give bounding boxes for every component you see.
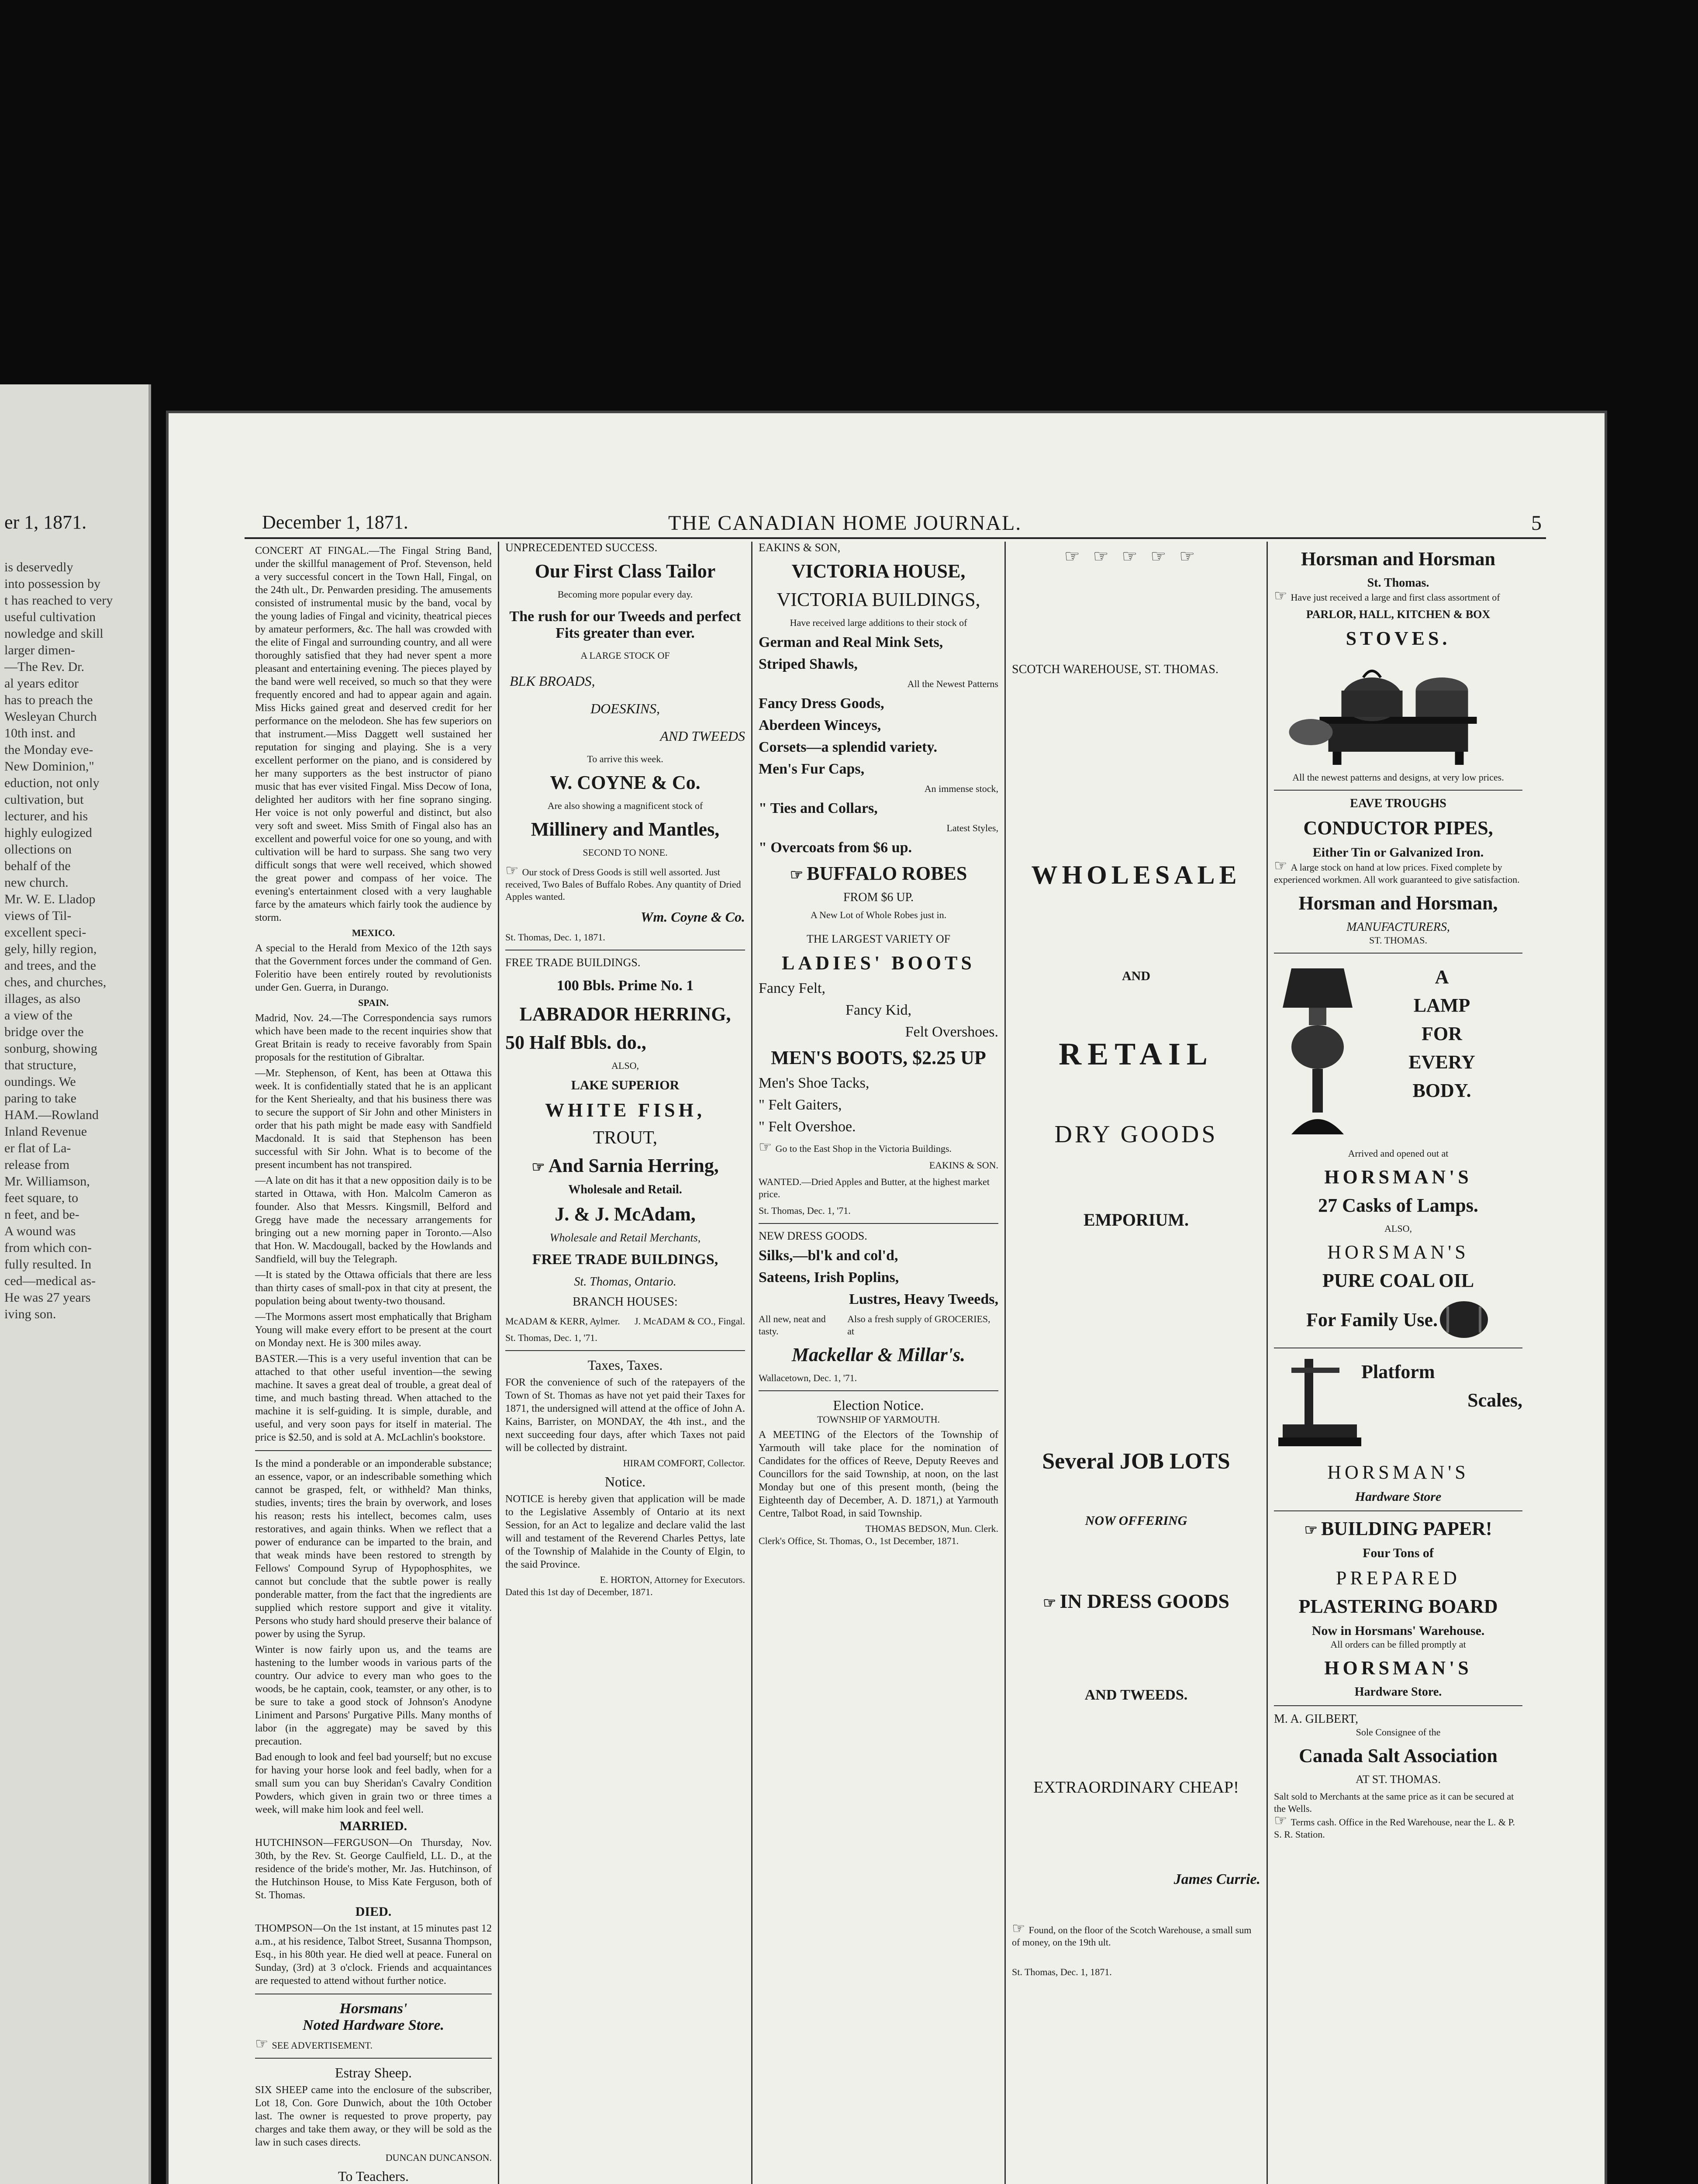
mcadam-heading: J. & J. McAdam, [555,1203,696,1225]
currie-date: St. Thomas, Dec. 1, 1871. [1012,1966,1112,1977]
pointing-hand-icon: ☞ [1274,858,1287,874]
tin-line: Either Tin or Galvanized Iron. [1312,845,1484,860]
horsmans-heading-4: HORSMAN'S [1324,1657,1472,1679]
tweeds-heading: AND TWEEDS. [1084,1687,1188,1703]
left-page-line: into possession by [4,577,101,591]
left-page-line: eduction, not only [4,776,100,790]
left-page-line: n feet, and be- [4,1207,79,1222]
scotch-warehouse-heading: SCOTCH WAREHOUSE, ST. THOMAS. [1012,663,1218,676]
lamp-illustration [1274,960,1361,1147]
doeskins-line: DOESKINS, [590,701,660,716]
silks-line: Silks,—bl'k and col'd, [759,1248,898,1264]
left-page-line: Mr. Williamson, [4,1174,90,1189]
parlor-line: PARLOR, HALL, KITCHEN & BOX [1306,608,1491,621]
pointing-hand-icon: ☞ [1150,546,1180,566]
additions-line: Have received large additions to their stock of [790,617,967,628]
horsmans-heading-2: HORSMAN'S [1327,1241,1469,1263]
branch-fingal: J. McADAM & CO., Fingal. [634,1316,745,1327]
left-page-line: lecturer, and his [4,809,88,823]
go-east-shop: Go to the East Shop in the Victoria Buildings. [775,1143,952,1154]
married-heading: MARRIED. [339,1819,407,1833]
pointing-hand-icon: ☞ [790,867,804,883]
married-notice: HUTCHINSON—FERGUSON—On Thursday, Nov. 30th, by the Rev. St. George Caulfield, LL. D., at the residence of the bride's mother, Mr. Jas. Hutchinson, of the Hutchinson House, to Miss Kate Ferguson, both of St. Thomas. [255,1837,492,1901]
left-page-line: fully resulted. In [4,1257,92,1272]
bbls-line: 100 Bbls. Prime No. 1 [556,978,694,994]
condition-powders-ad: Bad enough to look and feel bad yourself; but no excuse for having your horse look and feel badly, when for a small sum you can buy Sheridan's Cavalry Condition Powders, which given in grain two or three times a week, will make him look and feel well. [255,1752,492,1815]
coal-oil-heading: PURE COAL OIL [1322,1270,1474,1291]
horsman-subheading: St. Thomas. [1367,576,1429,590]
left-page-line: bridge over the [4,1025,84,1039]
baster-article: BASTER.—This is a very useful invention that can be attached to that other useful invention—the sewing machine. It saves a great deal of trouble, a great deal of time, and much basting thread. When attached to the machine it is self-guiding. It is simple, durable, and useful, and very soon pays for itself in material. The price is $2.50, and is sold at A. McLachlin's bookstore. [255,1353,492,1443]
left-page-line: t has reached to very [4,593,113,608]
salt-association-heading: Canada Salt Association [1299,1745,1498,1766]
latest-styles-line: Latest Styles, [946,822,998,833]
left-page-line: A wound was [4,1224,76,1238]
retail-heading: RETAIL [1059,1037,1214,1071]
spain-article: Madrid, Nov. 24.—The Correspondencia says rumors which have been made to the recent inquiries show that Great Britain is ready to receive favorably from Spain proposals for the restitution of Gibraltar. [255,1013,492,1063]
died-heading: DIED. [355,1904,392,1919]
mens-boots-heading: MEN'S BOOTS, $2.25 UP [771,1047,986,1068]
eakins-date: St. Thomas, Dec. 1, '71. [759,1205,851,1216]
casks-heading: 27 Casks of Lamps. [1318,1195,1478,1216]
page-number: 5 [1531,511,1542,535]
stove-illustration [1274,656,1522,769]
victoria-buildings-heading: VICTORIA BUILDINGS, [777,589,980,610]
left-page-line: useful cultivation [4,610,96,624]
new-dress-goods-heading: NEW DRESS GOODS. [759,1230,867,1242]
estray-signature: DUNCAN DUNCANSON. [385,2152,492,2163]
felt-gaiters: " Felt Gaiters, [759,1097,842,1113]
left-page-line: ced—medical as- [4,1274,96,1288]
stock-line: A LARGE STOCK OF [580,650,670,661]
left-page-line: He was 27 years [4,1290,91,1305]
taxes-notice: FOR the convenience of such of the ratepayers of the Town of St. Thomas as have not yet paid their Taxes for 1871, the undersigned will attend at the office of John A. Kains, Barrister, on MONDAY, the 4th inst., and the next succeeding four days, after which Taxes not paid will be collected by distraint. [505,1377,745,1454]
column-tailor-and-fish [498,542,751,2184]
eakins-heading: EAKINS & SON, [759,542,841,554]
ottawa-daily-article: —A late on dit has it that a new opposition daily is to be started in Ottawa, with Hon. Malcolm Cameron as founder. Also that Messrs. Kingsmill, Belford and Gregg have made the necessary arrangements for bringing out a new morning paper in Toronto.—Also that Hon. W. Macdougall, backed by the Howlands and Sandfield, will buy the Telegraph. [255,1175,492,1265]
left-page-line: from which con- [4,1241,92,1255]
assortment-line: Have just received a large and first class assortment of [1291,592,1500,603]
item-dress-goods: Fancy Dress Goods, [759,695,884,712]
sateens-line: Sateens, Irish Poplins, [759,1269,899,1286]
left-page-text [4,559,144,1323]
left-page-line: —The Rev. Dr. [4,660,85,674]
item-overcoats: " Overcoats from $6 up. [759,840,912,856]
divider [1274,790,1522,791]
trout-line: TROUT, [593,1128,658,1148]
pointing-hand-icon: ☞ [1179,546,1208,566]
fancy-felt: Fancy Felt, [759,980,825,996]
left-page-line: new church. [4,875,69,890]
left-page-line: excellent speci- [4,925,86,940]
platform-scale-illustration [1274,1355,1361,1455]
st-thomas-line: ST. THOMAS. [1369,935,1428,946]
pointing-hands-row [1012,546,1260,567]
item-winceys: Aberdeen Winceys, [759,717,881,733]
conductor-pipes-heading: CONDUCTOR PIPES, [1303,817,1493,839]
lake-superior-line: LAKE SUPERIOR [571,1078,680,1092]
becoming-line: Becoming more popular every day. [557,589,693,600]
fancy-kid: Fancy Kid, [845,1002,912,1018]
terms-line: Terms cash. Office in the Red Warehouse, near the L. & P. S. R. Station. [1274,1817,1515,1840]
divider [1274,1510,1522,1511]
gilbert-line: M. A. GILBERT, [1274,1712,1359,1726]
pointing-hand-icon: ☞ [1064,546,1093,566]
column-horsman [1267,542,1529,2184]
rush-line: The rush for our Tweeds and perfect Fits greater than ever. [509,608,741,641]
left-page-line: Wesleyan Church [4,709,97,724]
divider [1274,953,1522,954]
pointing-hand-icon: ☞ [1274,588,1287,604]
election-notice: A MEETING of the Electors of the Township of Yarmouth will take place for the nomination of Candidates for the offices of Reeve, Deputy Reeves and Councillors for the said Township, at noon, on the last Monday but one of this present month, (being the Eighteenth day of December, A. D. 1871,) at Yarmouth Centre, Talbot Road, in said Township. [759,1429,998,1519]
felt-overshoe: " Felt Overshoe. [759,1119,856,1135]
half-bbls-line: 50 Half Bbls. do., [505,1032,646,1053]
hardware-store-line: Hardware Store [1355,1489,1442,1504]
horsman-heading: Horsman and Horsman [1301,548,1495,570]
free-trade-heading: FREE TRADE BUILDINGS. [505,956,641,969]
groceries-line: Also a fresh supply of GROCERIES, at [847,1313,990,1337]
tweeds-line: AND TWEEDS [660,728,745,744]
left-page-line: the Monday eve- [4,743,93,757]
large-stock-line: A large stock on hand at low prices. Fixed complete by experienced workmen. All work guaranteed to give satisfaction. [1274,862,1520,885]
newspaper-title: THE CANADIAN HOME JOURNAL. [668,511,1022,535]
left-page-line: views of Til- [4,909,72,923]
orders-line: All orders can be filled promptly at [1330,1639,1466,1650]
coyne-heading: W. COYNE & Co. [550,772,701,793]
merchants-line: Wholesale and Retail Merchants, [549,1231,701,1244]
buffalo-robes-heading: BUFFALO ROBES [807,863,967,884]
dry-goods-heading: DRY GOODS [1054,1121,1218,1148]
mcadam-date: St. Thomas, Dec. 1, '71. [505,1332,597,1343]
lamp-word-for: FOR [1422,1023,1462,1044]
left-page-line: HAM.—Rowland [4,1108,99,1122]
left-page-line: is deservedly [4,560,73,574]
at-st-thomas-line: AT ST. THOMAS. [1355,1773,1441,1786]
building-paper-heading: BUILDING PAPER! [1321,1518,1492,1539]
left-page-line: al years editor [4,676,79,691]
column-victoria-house [751,542,1004,2184]
left-page-line: 10th inst. and [4,726,76,740]
mackellar-date: Wallacetown, Dec. 1, '71. [759,1372,857,1383]
estray-notice: SIX SHEEP came into the enclosure of the subscriber, Lot 18, Con. Gore Dunwich, about the 10th October last. The owner is requested to prove property, pay charges and take them away, or they will be sold as the law in such cases directs. [255,2084,492,2148]
lamp-word-every: EVERY [1408,1051,1475,1073]
wolf-robes-line: A New Lot of Whole Robes just in. [810,909,947,920]
branch-houses-heading: BRANCH HOUSES: [573,1295,678,1309]
left-page-line: feet square, to [4,1191,79,1205]
left-page-line: Mr. W. E. Lladop [4,892,96,906]
left-page-line: sonburg, showing [4,1041,97,1056]
newest-patterns-line: All the newest patterns and designs, at very low prices. [1292,772,1504,783]
left-page-line: ches, and churches, [4,975,107,989]
item-mink-sets: German and Real Mink Sets, [759,634,943,650]
shoe-tacks: Men's Shoe Tacks, [759,1075,870,1091]
lustres-line: Lustres, Heavy Tweeds, [849,1291,998,1307]
hypophosphites-ad: Is the mind a ponderable or an imponderable substance; an essence, vapor, or an indescribable something which cannot be grasped, felt, or withheld? Man thinks, studies, invents; tires the brain by overwork, and loses his reason; rests his intellect, becomes calm, uses restoratives, and again thinks. When we reflect that a power of endurance can be imparted to the brain, and that weak minds have been restored to strength by Fellows' Compound Syrup of Hypophosphites, we cannot but conclude that the subtle power is really ponderable matter, from the fact that the ingredients are supplied which restore support and give it vitality. Persons who study hard should preserve their balance of power by using the Syrup. [255,1458,492,1640]
left-page-line: paring to take [4,1091,76,1106]
divider [1274,1705,1522,1706]
item-corsets: Corsets—a splendid variety. [759,739,937,755]
millinery-heading: Millinery and Mantles, [531,819,720,840]
liniment-ad: Winter is now fairly upon us, and the teams are hastening to the lumber woods in various parts of the country. Our advice to every man who goes to the woods, be he captain, cook, teamster, or any other, is to be sure to take a good stock of Johnson's Anodyne Liniment and Parsons' Purgative Pills. Many months of labor (in the aggregate) may be saved by this precaution. [255,1644,492,1747]
concert-article: CONCERT AT FINGAL.—The Fingal String Band, under the skillful management of Prof. Stevenson, held a very successful concert in the Town Hall, Fingal, on the 24th ult., Dr. Penwarden presiding. The amusements consisted of instrumental music by the band, vocal by the young ladies of Fingal and vicinity, theatrical pieces by amateur performers, &c. The hall was crowded with the elite of Fingal and surrounding country, and all were thoroughly satisfied that they had never spent a more pleasant and entertaining evening. The pieces played by the band were well received, so much so that they were frequently encored and had to appear again and again. Miss Hicks gained great and deserved credit for her performance on the melodeon. She has few superiors on that instrument.—Miss Daggett well sustained her reputation for singing and playing. She is a very excellent performer on the piano, and is considered by her many supporters as the best instructor of piano music that has ever visited Fingal. Miss Decow of Iona, delighted her auditors with her fine soprano singing. Her voice is not only powerful and distinct, but also very soft and sweet. Miss Smith of Fingal also has an excellent and powerful voice for one so young, and with cultivation will be hard to surpass. She sang two very difficult songs that were well received, which showed the great power and compass of her voice. The evening's entertainment closed with a very laughable farce by the amateurs which fairly took the audience by storm. [255,545,492,923]
found-notice: Found, on the floor of the Scotch Warehouse, a small sum of money, on the 19th ult. [1012,1925,1252,1948]
pointing-hand-icon: ☞ [1304,1522,1318,1538]
st-thomas-ontario: St. Thomas, Ontario. [574,1275,676,1289]
left-page-line: a view of the [4,1008,72,1023]
left-page-line: er flat of La- [4,1141,71,1155]
pointing-hand-icon: ☞ [1042,1595,1056,1611]
salt-sold-line: Salt sold to Merchants at the same price as it can be secured at the Wells. [1274,1791,1514,1814]
notice-heading: Notice. [604,1474,646,1489]
left-page-line: that structure, [4,1058,76,1072]
coyne-signature: Wm. Coyne & Co. [640,909,745,925]
see-advertisement: SEE ADVERTISEMENT. [272,2040,373,2051]
election-footer: Clerk's Office, St. Thomas, O., 1st December, 1871. [759,1535,959,1546]
left-page-line: oundings. We [4,1075,76,1089]
pointing-hand-icon: ☞ [255,2036,269,2052]
mexico-heading: MEXICO. [352,927,395,938]
pointing-hand-icon: ☞ [1093,546,1122,566]
stoves-heading: STOVES. [1346,628,1451,649]
election-heading: Election Notice. [833,1397,924,1413]
lamp-word-a: A [1435,966,1449,988]
pointing-hand-icon: ☞ [1122,546,1151,566]
four-tons-line: Four Tons of [1363,1546,1434,1560]
arrive-line: To arrive this week. [587,753,663,764]
now-in-warehouse: Now in Horsmans' Warehouse. [1311,1624,1485,1638]
manufacturers-line: MANUFACTURERS, [1346,920,1450,934]
dress-goods-heading: IN DRESS GOODS [1060,1590,1230,1612]
election-subheading: TOWNSHIP OF YARMOUTH. [817,1414,940,1425]
now-offering: NOW OFFERING [1085,1514,1187,1528]
estray-heading: Estray Sheep. [335,2065,412,2080]
ladies-boots-heading: LADIES' BOOTS [782,952,975,974]
divider [759,1390,998,1391]
left-page-line: cultivation, but [4,792,84,807]
item-ties-collars: " Ties and Collars, [759,800,878,816]
felt-overshoes: Felt Overshoes. [905,1024,998,1040]
masthead-rule [245,537,1546,539]
item-fur-caps: Men's Fur Caps, [759,761,865,777]
consignee-line: Sole Consignee of the [1356,1727,1441,1738]
wholesale-heading: WHOLESALE [1031,860,1241,889]
horsman-ad-line2: Noted Hardware Store. [303,2017,444,2033]
horsmans-heading-3: HORSMAN'S [1327,1462,1469,1483]
left-page-line: nowledge and skill [4,626,104,641]
divider [255,1450,492,1451]
family-use-heading: For Family Use. [1306,1309,1438,1330]
branch-aylmer: McADAM & KERR, Aylmer. [505,1316,620,1327]
left-page-header: er 1, 1871. [4,511,87,533]
wanted-line: WANTED.—Dried Apples and Butter, at the highest market price. [759,1176,990,1199]
and-line: AND [1122,969,1150,983]
left-page-line: gely, hilly region, [4,942,97,956]
horsman-manufacturers-heading: Horsman and Horsman, [1298,892,1498,914]
pointing-hand-icon: ☞ [505,863,519,879]
emporium-heading: EMPORIUM. [1083,1210,1189,1230]
coyne-date: St. Thomas, Dec. 1, 1871. [505,932,605,943]
patterns-line: All the Newest Patterns [907,678,998,689]
issue-date: December 1, 1871. [262,511,408,533]
stephenson-article: —Mr. Stephenson, of Kent, has been at Ottawa this week. It is confidentially stated that he is an applicant for the Kent Sheriealty, and that his business there was to secure the support of Sir John and other Ministers in order that his path might be made easy with Sandfield Macdonald. It is said that Stephenson has been successful with Sir John. What is to become of the present incumbent has not transpired. [255,1068,492,1171]
hardware-store-line-2: Hardware Store. [1354,1685,1442,1699]
showing-line: Are also showing a magnificent stock of [547,800,703,811]
executors-notice: NOTICE is hereby given that application will be made to the Legislative Assembly of Ontario at its next Session, for an Act to legalize and declare valid the last will and testament of the Reverend Charles Pettys, late of the Township of Malahide in the County of Elgin, to the said Province. [505,1493,745,1570]
immense-line: An immense stock, [924,783,998,794]
left-page-line: iving son. [4,1307,56,1321]
left-page-line: illages, as also [4,992,81,1006]
victoria-house-heading: VICTORIA HOUSE, [791,560,966,582]
whitefish-heading: WHITE FISH, [545,1099,705,1121]
arrived-line: Arrived and opened out at [1348,1148,1449,1159]
newspaper-page [166,411,1607,2184]
column-news [249,542,498,2184]
item-striped-shawls: Striped Shawls, [759,656,858,672]
masthead [166,411,1607,535]
wholesale-retail-line: Wholesale and Retail. [568,1183,682,1196]
lamp-word-lamp: LAMP [1413,995,1470,1016]
currie-signature: James Currie. [1173,1871,1260,1887]
broads-line: BLK BROADS, [510,673,595,689]
divider [505,1350,745,1351]
dress-goods-note: Our stock of Dress Goods is still well assorted. Just received, Two Bales of Buffalo Robes. Any quantity of Dried Apples wanted. [505,867,741,902]
column-scotch-warehouse [1004,542,1267,2184]
also-line: ALSO, [1384,1223,1412,1234]
left-page-line: larger dimen- [4,643,75,657]
left-page-line: New Dominion," [4,759,94,774]
left-page-fragment [0,384,151,2184]
lamp-word-body: BODY. [1412,1080,1471,1101]
barrel-icon [1438,1298,1490,1341]
taxes-signature: HIRAM COMFORT, Collector. [623,1458,745,1469]
second-to-none: SECOND TO NONE. [583,847,668,858]
herring-heading: LABRADOR HERRING, [519,1003,731,1025]
scales-heading: Scales, [1467,1389,1522,1411]
left-page-line: Inland Revenue [4,1124,87,1139]
election-signature: THOMAS BEDSON, Mun. Clerk. [865,1523,998,1534]
left-page-line: ollections on [4,842,72,857]
notice-signature: E. HORTON, Attorney for Executors. [600,1574,745,1585]
free-trade-buildings-line: FREE TRADE BUILDINGS, [532,1251,718,1268]
sarnia-herring-line: And Sarnia Herring, [548,1155,719,1176]
neat-line: All new, neat and tasty. [759,1313,826,1337]
unprecedented-heading: UNPRECEDENTED SUCCESS. [505,542,658,554]
spain-heading: SPAIN. [358,997,389,1008]
robes-price: FROM $6 UP. [843,891,914,904]
pointing-hand-icon: ☞ [1012,1921,1025,1937]
job-lots-heading: Several JOB LOTS [1042,1449,1230,1474]
left-page-line: and trees, and the [4,958,96,973]
left-page-line: has to preach the [4,693,93,707]
pointing-hand-icon: ☞ [531,1159,545,1175]
smallpox-article: —It is stated by the Ottawa officials that there are less than thirty cases of small-pox in that city at present, the population being about twenty-two thousand. [255,1269,492,1307]
eave-troughs-line: EAVE TROUGHS [1350,797,1446,810]
horsman-ad-line1: Horsmans' [339,2001,407,2017]
pointing-hand-icon: ☞ [759,1139,772,1155]
left-page-line: highly eulogized [4,826,92,840]
platform-heading: Platform [1361,1361,1435,1382]
teachers-heading: To Teachers. [338,2168,409,2184]
prepared-heading: PREPARED [1336,1567,1460,1589]
plastering-board-heading: PLASTERING BOARD [1298,1596,1498,1617]
left-page-line: behalf of the [4,859,71,873]
pointing-hand-icon: ☞ [1274,1813,1287,1829]
mackellar-signature: Mackellar & Millar's. [791,1344,966,1365]
divider [759,1223,998,1224]
horsmans-heading: HORSMAN'S [1324,1166,1472,1188]
tailor-heading: Our First Class Tailor [535,560,716,582]
left-page-line: release from [4,1158,70,1172]
cheap-heading: EXTRAORDINARY CHEAP! [1033,1778,1239,1797]
variety-line: THE LARGEST VARIETY OF [806,933,951,945]
taxes-heading: Taxes, Taxes. [587,1357,663,1373]
mexico-article: A special to the Herald from Mexico of the 12th says that the Government forces under the command of Gen. Foleritio have been entirely routed by revolutionists under Gen. Guerra, in Durango. [255,943,492,993]
divider [255,2058,492,2059]
notice-date: Dated this 1st day of December, 1871. [505,1586,653,1597]
mormons-article: —The Mormons assert most emphatically that Brigham Young will make every effort to be present at the court on Monday next. He is 300 miles away. [255,1311,492,1349]
died-notice: THOMPSON—On the 1st instant, at 15 minutes past 12 a.m., at his residence, Talbot Street, Susanna Thompson, Esq., in his 80th year. He died well at peace. Funeral on Sunday, (3rd) at 3 o'clock. Friends and acquaintances are requested to attend without further notice. [255,1923,492,1987]
eakins-signature: EAKINS & SON. [929,1160,998,1171]
also-line: ALSO, [611,1060,639,1071]
